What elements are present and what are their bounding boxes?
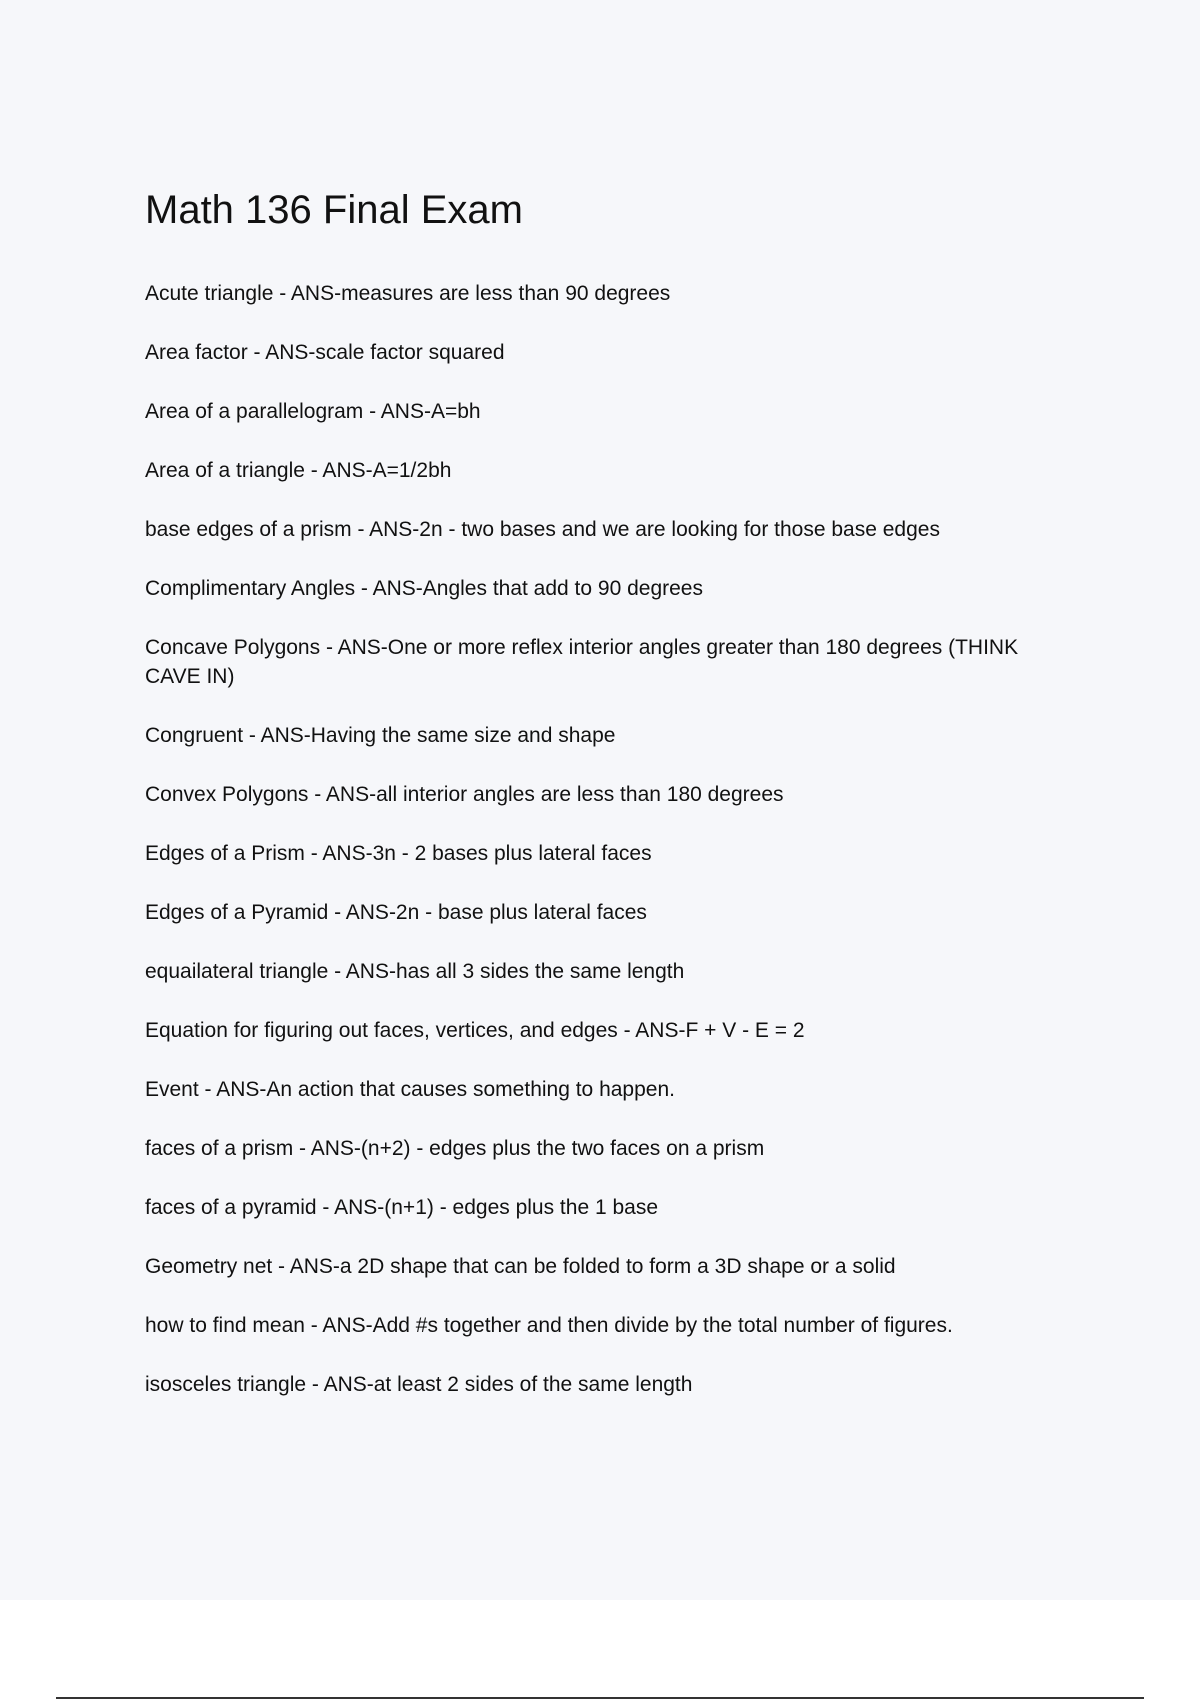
term-entry: Edges of a Pyramid - ANS-2n - base plus lateral faces [145, 901, 647, 924]
term-entry: Congruent - ANS-Having the same size and shape [145, 724, 616, 747]
term-entry: Convex Polygons - ANS-all interior angles are less than 180 degrees [145, 783, 784, 806]
term-entry: how to find mean - ANS-Add #s together and then divide by the total number of figures. [145, 1314, 953, 1337]
term-entry: isosceles triangle - ANS-at least 2 sides of the same length [145, 1373, 693, 1396]
term-entry: Event - ANS-An action that causes something to happen. [145, 1078, 675, 1101]
term-entry: base edges of a prism - ANS-2n - two bases and we are looking for those base edges [145, 518, 940, 541]
term-entry: Area factor - ANS-scale factor squared [145, 341, 505, 364]
term-entry: Concave Polygons - ANS-One or more reflex interior angles greater than 180 degrees (THINK CAVE IN) [145, 636, 1019, 688]
term-entry: faces of a prism - ANS-(n+2) - edges plus the two faces on a prism [145, 1137, 765, 1160]
term-list [145, 279, 1075, 1429]
term-entry: Edges of a Prism - ANS-3n - 2 bases plus lateral faces [145, 842, 652, 865]
page-title: Math 136 Final Exam [145, 188, 523, 232]
term-entry: Area of a parallelogram - ANS-A=bh [145, 400, 481, 423]
term-entry: Geometry net - ANS-a 2D shape that can be folded to form a 3D shape or a solid [145, 1255, 896, 1278]
footer-divider [56, 1697, 1144, 1699]
term-entry: Complimentary Angles - ANS-Angles that add to 90 degrees [145, 577, 703, 600]
term-entry: Equation for figuring out faces, vertices, and edges - ANS-F + V - E = 2 [145, 1019, 805, 1042]
term-entry: Acute triangle - ANS-measures are less than 90 degrees [145, 282, 671, 305]
term-entry: Area of a triangle - ANS-A=1/2bh [145, 459, 452, 482]
term-entry: faces of a pyramid - ANS-(n+1) - edges plus the 1 base [145, 1196, 659, 1219]
term-entry: equailateral triangle - ANS-has all 3 sides the same length [145, 960, 685, 983]
